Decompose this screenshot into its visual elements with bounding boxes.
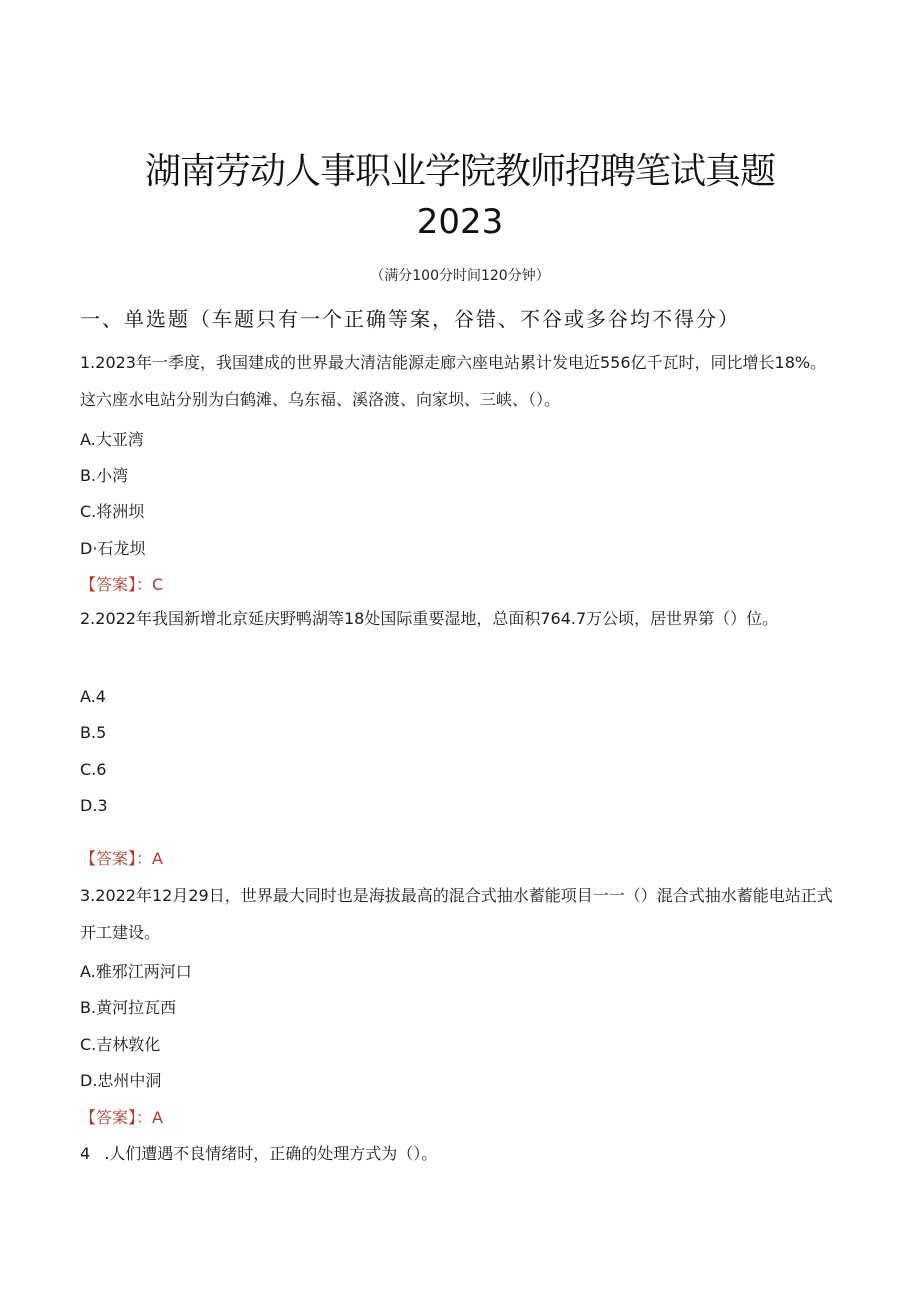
question-1-option-d: D·石龙坝 (80, 539, 146, 558)
question-3-option-a: A.雅邪江两河口 (80, 962, 192, 981)
section-heading: 一、单选题（车题只有一个正确等案，谷错、不谷或多谷均不得分） (80, 307, 740, 331)
question-2-option-b: B.5 (80, 723, 107, 742)
question-1-answer (80, 572, 163, 595)
question-3-option-b: B.黄河拉瓦西 (80, 998, 177, 1017)
question-3-option-d: D.忠州中洞 (80, 1071, 162, 1090)
score-time-note: （满分100分时间120分钟） (370, 268, 550, 284)
question-2-option-c: C.6 (80, 760, 107, 779)
question-1-text: 1.2023年一季度，我国建成的世界最大清洁能源走廊六座电站累计发电近556亿千瓦时，同比增长18%。这六座水电站分别为白鹤滩、乌东福、溪洛渡、向家坝、三峡、（）。 (80, 353, 827, 409)
answer-label: 【答案】： (80, 849, 153, 868)
question-2-option-d: D.3 (80, 796, 108, 815)
question-1-option-b: B.小湾 (80, 466, 129, 485)
document-title: 湖南劳动人事职业学院教师招聘笔试真题 (144, 151, 775, 192)
question-4-text (80, 1135, 840, 1172)
question-3-text: 3.2022年12月29日，世界最大同时也是海拔最高的混合式抽水蓄能项目一一（）混合式抽水蓄能电站正式开工建设。 (80, 886, 833, 942)
answer-value: A (152, 1108, 163, 1127)
question-1-option-c: C.将洲坝 (80, 502, 145, 521)
answer-label: 【答案】： (80, 1108, 153, 1127)
question-2-text: 2.2022年我国新增北京延庆野鸭湖等18处国际重要湿地，总面积764.7万公顷，居世界第（）位。 (80, 609, 779, 628)
question-4-number: 4 (80, 1144, 91, 1163)
question-2-answer (80, 846, 163, 869)
question-3-option-c: C.吉林敦化 (80, 1035, 161, 1054)
answer-label: 【答案】： (80, 575, 153, 594)
answer-value: A (152, 849, 163, 868)
answer-value: C (152, 575, 164, 594)
question-4-body: .人们遭遇不良情绪时，正确的处理方式为（）。 (104, 1144, 438, 1163)
question-3-answer (80, 1105, 163, 1128)
question-1-option-a: A.大亚湾 (80, 430, 144, 449)
document-title-year: 2023 (416, 202, 504, 242)
question-2-option-a: A.4 (80, 687, 106, 706)
